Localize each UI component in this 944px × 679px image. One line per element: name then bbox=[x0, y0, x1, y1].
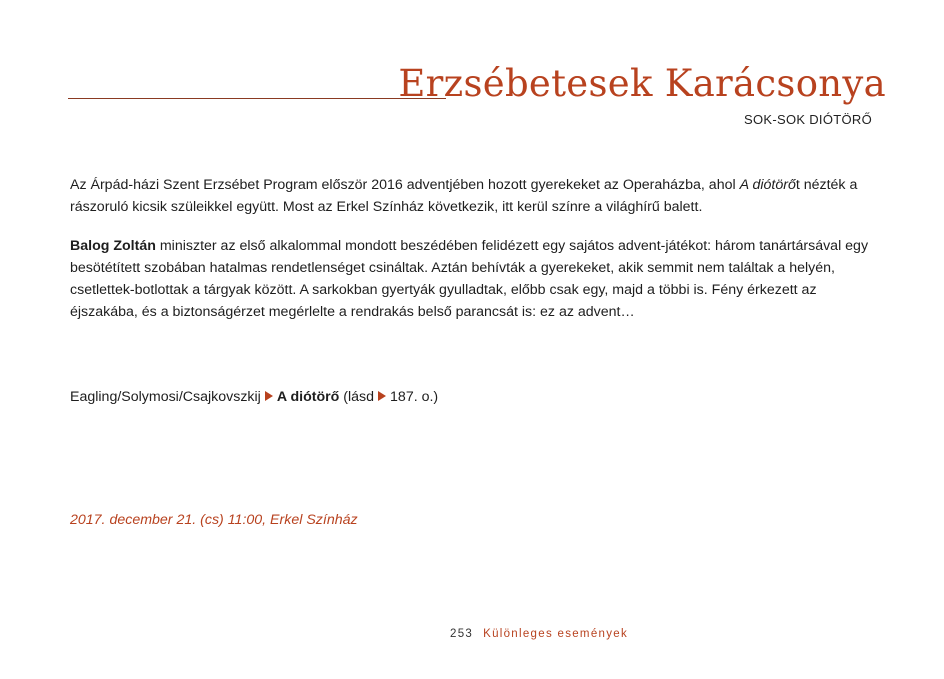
title-rule bbox=[68, 98, 446, 99]
intro-work-title: A diótörő bbox=[739, 177, 796, 193]
story-text: miniszter az első alkalommal mondott beszédében felidézett egy sajátos advent-játékot: három tanártársával egy besötétített szobában hatalmas rendetlenséget csináltak. Aztán behívták a gyerekeket, akik semmit nem találtak a helyén, csetlettek-botlottak a tárgyak között. A sarkokban gyertyák gyulladtak, előbb csak egy, majd a többi is. Fény érkezett az éjszakába, és a biztonságérzet megérlelte a rendrakás belső parancsát is: ez az advent… bbox=[70, 238, 869, 320]
triangle-right-icon bbox=[378, 391, 386, 401]
intro-paragraph bbox=[70, 174, 880, 218]
intro-text-b: t nézték a rászoruló kicsik szüleikkel együtt. Most az Erkel Színház következik, itt kerül színre a világhírű balett. bbox=[70, 177, 858, 215]
page-subtitle: SOK-SOK DIÓTÖRŐ bbox=[743, 112, 872, 127]
credits-work-title: A diótörő bbox=[276, 389, 340, 405]
page-number: 253 bbox=[450, 628, 474, 640]
story-person-name: Balog Zoltán bbox=[70, 238, 156, 254]
credits-line bbox=[70, 386, 438, 408]
page-title: Erzsébetesek Karácsonya bbox=[398, 62, 886, 105]
intro-text-a: Az Árpád-házi Szent Erzsébet Program először 2016 adventjében hozott gyerekeket az Operaházba, ahol bbox=[70, 177, 740, 193]
event-datetime-venue: 2017. december 21. (cs) 11:00, Erkel Színház bbox=[70, 512, 358, 528]
credits-authors: Eagling/Solymosi/Csajkovszkij bbox=[70, 389, 261, 405]
page-footer bbox=[450, 628, 628, 640]
story-paragraph bbox=[70, 235, 880, 323]
triangle-right-icon bbox=[265, 391, 273, 401]
section-name: Különleges események bbox=[483, 628, 629, 640]
credits-see-prefix: (lásd bbox=[343, 389, 375, 405]
credits-see-page: 187. o.) bbox=[390, 389, 439, 405]
